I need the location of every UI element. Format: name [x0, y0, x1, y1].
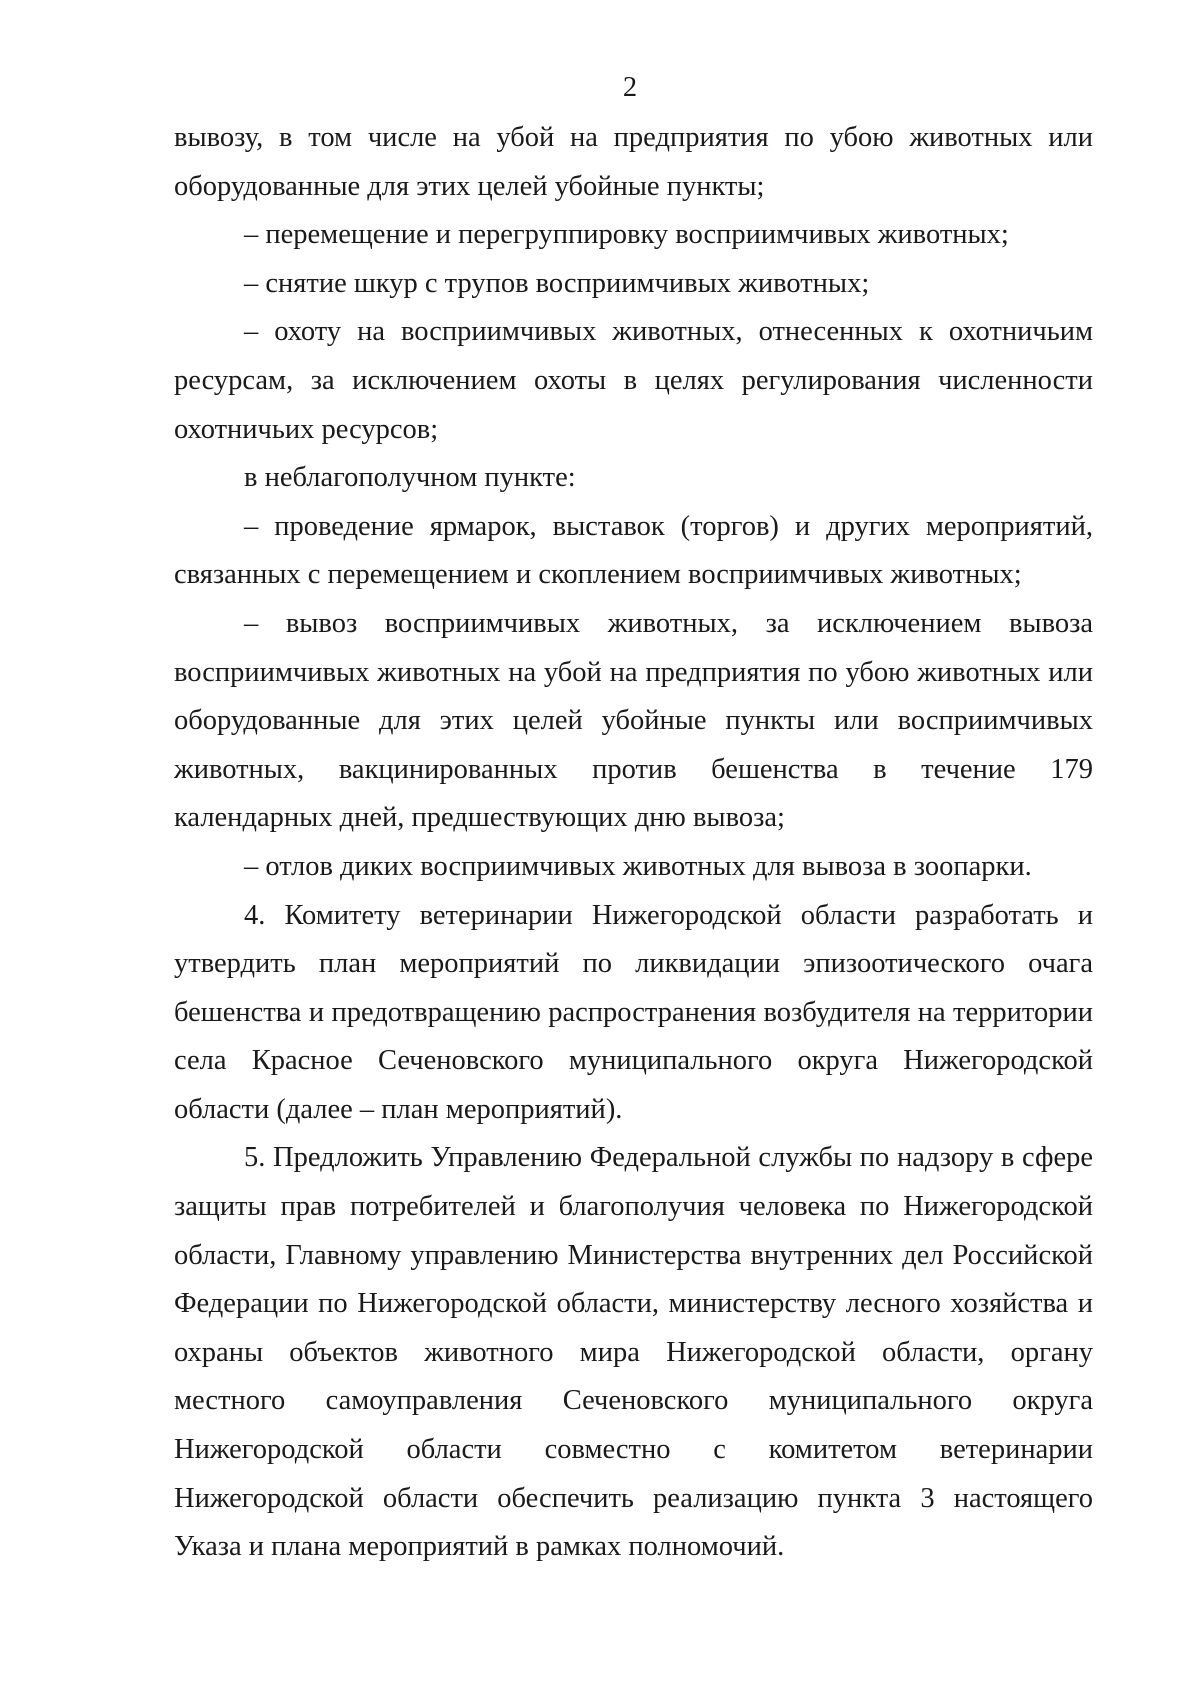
paragraph-item-4: 4. Комитету ветеринарии Нижегородской области разработать и утвердить план мероприятий по ликвидации эпизоотического очага бешенства и предотвращению распространения возбудителя на территории села Красное Сеченовского муниципального округа Нижегородской области (далее – план мероприятий).	[174, 899, 1093, 1125]
paragraph-continuation: вывозу, в том числе на убой на предприятия по убою животных или оборудованные для этих целей убойные пункты;	[174, 122, 1093, 202]
document-body	[174, 114, 1093, 1572]
page-number: 2	[622, 72, 638, 103]
paragraph-regrouping-ban: – перемещение и перегруппировку восприимчивых животных;	[244, 219, 1009, 251]
paragraph-fairs-ban: – проведение ярмарок, выставок (торгов) и других мероприятий, связанных с перемещением и скоплением восприимчивых животных;	[174, 510, 1093, 591]
paragraph-item-5: 5. Предложить Управлению Федеральной службы по надзору в сфере защиты прав потребителей и благополучия человека по Нижегородской области, Главному управлению Министерства внутренних дел Российской Федерации по Нижегородской области, министерству лесного хозяйства и охраны объектов животного мира Нижегородской области, органу местного самоуправления Сеченовского муниципального округа Нижегородской области совместно с комитетом ветеринарии Нижегородской области обеспечить реализацию пункта 3 настоящего Указа и плана мероприятий в рамках полномочий.	[174, 1142, 1093, 1563]
paragraph-skinning-ban: – снятие шкур с трупов восприимчивых животных;	[244, 267, 870, 299]
paragraph-unfavorable-point: в неблагополучном пункте:	[244, 462, 576, 494]
paragraph-export-ban: – вывоз восприимчивых животных, за исключением вывоза восприимчивых животных на убой на предприятия по убою животных или оборудованные для этих целей убойные пункты или восприимчивых животных, вакцинированных против бешенства в течение 179 календарных дней, предшествующих дню вывоза;	[174, 607, 1093, 834]
paragraph-trapping-ban: – отлов диких восприимчивых животных для вывоза в зоопарки.	[244, 850, 1032, 882]
paragraph-hunting-ban: – охоту на восприимчивых животных, отнесенных к охотничьим ресурсам, за исключением охоты в целях регулирования численности охотничьих ресурсов;	[174, 316, 1093, 445]
